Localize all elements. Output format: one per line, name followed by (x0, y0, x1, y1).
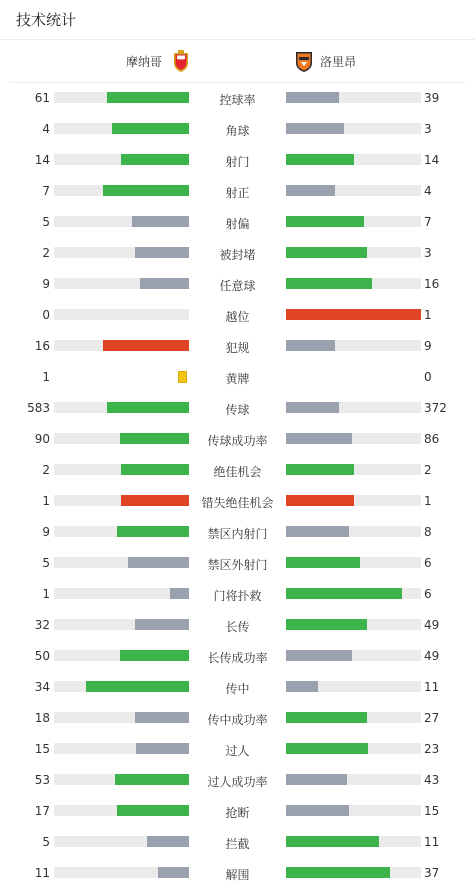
home-bar-track (54, 588, 189, 599)
away-stat-value: 11 (424, 680, 440, 694)
home-bar-track (54, 557, 189, 568)
away-bar-fill (286, 340, 335, 351)
away-stat-value: 15 (424, 804, 440, 818)
away-bar-track (286, 526, 421, 537)
home-stat-value: 1 (42, 370, 50, 384)
away-bar-fill (286, 154, 354, 165)
home-bar-fill (120, 650, 189, 661)
away-bar-track (286, 557, 421, 568)
away-bar-track (286, 309, 421, 320)
home-bar-fill (107, 402, 189, 413)
stat-row (0, 548, 475, 579)
home-stat-value: 32 (34, 618, 50, 632)
stat-row (0, 827, 475, 858)
away-bar-fill (286, 650, 352, 661)
home-stat-value: 16 (34, 339, 50, 353)
home-bar-fill (135, 712, 189, 723)
away-stat-value: 3 (424, 122, 432, 136)
home-stat-value: 9 (42, 525, 50, 539)
stat-row (0, 455, 475, 486)
stat-row (0, 579, 475, 610)
stat-label: 过人 (225, 744, 250, 758)
home-bar-track (54, 805, 189, 816)
stat-label: 门将扑救 (213, 589, 262, 603)
away-stat-value: 0 (424, 370, 432, 384)
away-stat-value: 16 (424, 277, 440, 291)
stat-label: 长传成功率 (207, 651, 268, 665)
home-bar-track (54, 247, 189, 258)
away-bar-fill (286, 247, 367, 258)
away-team[interactable] (295, 40, 356, 82)
away-bar-track (286, 836, 421, 847)
home-bar-fill (103, 185, 189, 196)
away-bar-track (286, 402, 421, 413)
home-bar-track (54, 216, 189, 227)
away-bar-track (286, 774, 421, 785)
stat-label: 传球 (225, 403, 250, 417)
away-bar-track (286, 619, 421, 630)
home-stat-value: 15 (34, 742, 50, 756)
away-bar-track (286, 712, 421, 723)
away-bar-fill (286, 681, 318, 692)
home-stat-value: 14 (34, 153, 50, 167)
away-stat-value: 37 (424, 866, 440, 880)
away-stat-value: 9 (424, 339, 432, 353)
stat-label: 解围 (225, 868, 250, 882)
stat-label: 任意球 (219, 279, 256, 293)
home-bar-track (54, 526, 189, 537)
home-bar-track (54, 154, 189, 165)
home-bar-track (54, 774, 189, 785)
away-bar-track (286, 805, 421, 816)
home-stat-value: 0 (42, 308, 50, 322)
stat-label: 传中成功率 (207, 713, 268, 727)
away-bar-fill (286, 278, 372, 289)
home-bar-fill (117, 526, 189, 537)
stat-row (0, 796, 475, 827)
away-stat-value: 49 (424, 649, 440, 663)
away-bar-track (286, 433, 421, 444)
home-bar-track (54, 340, 189, 351)
away-stat-value: 49 (424, 618, 440, 632)
home-bar-track (54, 464, 189, 475)
away-bar-fill (286, 309, 421, 320)
away-bar-fill (286, 92, 339, 103)
away-stat-value: 6 (424, 587, 432, 601)
home-bar-fill (136, 743, 189, 754)
away-bar-track (286, 681, 421, 692)
home-bar-track (54, 836, 189, 847)
away-bar-track (286, 185, 421, 196)
home-bar-track (54, 433, 189, 444)
home-bar-fill (112, 123, 189, 134)
away-bar-fill (286, 123, 344, 134)
away-bar-fill (286, 557, 360, 568)
home-stat-value: 1 (42, 587, 50, 601)
away-stat-value: 11 (424, 835, 440, 849)
home-bar-track (54, 743, 189, 754)
away-bar-fill (286, 402, 339, 413)
away-stat-value: 6 (424, 556, 432, 570)
away-bar-fill (286, 743, 368, 754)
stat-label: 射正 (225, 186, 250, 200)
monaco-crest-icon (172, 50, 190, 72)
home-bar-track (54, 402, 189, 413)
away-bar-track (286, 464, 421, 475)
stat-label: 抢断 (225, 806, 250, 820)
away-bar-track (286, 340, 421, 351)
away-bar-fill (286, 712, 367, 723)
away-bar-track (286, 650, 421, 661)
away-stat-value: 8 (424, 525, 432, 539)
home-bar-fill (103, 340, 189, 351)
away-stat-value: 7 (424, 215, 432, 229)
home-bar-track (54, 712, 189, 723)
home-bar-fill (140, 278, 189, 289)
stat-row (0, 641, 475, 672)
stat-label: 禁区内射门 (207, 527, 268, 541)
home-bar-fill (121, 154, 189, 165)
home-bar-track (54, 650, 189, 661)
away-bar-track (286, 123, 421, 134)
stat-label: 被封堵 (219, 248, 256, 262)
stat-row (0, 703, 475, 734)
home-stat-value: 50 (34, 649, 50, 663)
stat-label: 过人成功率 (207, 775, 268, 789)
stat-label: 角球 (225, 124, 250, 138)
stat-label: 传球成功率 (207, 434, 268, 448)
stat-label: 绝佳机会 (213, 465, 262, 479)
stat-label: 黄牌 (225, 372, 250, 386)
stat-label: 拦截 (225, 837, 250, 851)
away-stat-value: 3 (424, 246, 432, 260)
home-bar-fill (135, 247, 189, 258)
away-stat-value: 372 (424, 401, 447, 415)
stat-row (0, 238, 475, 269)
away-bar-track (286, 216, 421, 227)
stat-label: 长传 (225, 620, 250, 634)
home-stat-value: 53 (34, 773, 50, 787)
home-stat-value: 90 (34, 432, 50, 446)
away-bar-fill (286, 836, 379, 847)
home-stat-value: 583 (27, 401, 50, 415)
home-bar-fill (128, 557, 189, 568)
stat-row (0, 145, 475, 176)
home-bar-fill (107, 92, 189, 103)
stat-row (0, 83, 475, 114)
away-stat-value: 1 (424, 308, 432, 322)
home-team-name: 摩纳哥 (126, 54, 163, 69)
away-stat-value: 39 (424, 91, 440, 105)
home-bar-fill (117, 805, 189, 816)
away-bar-track (286, 588, 421, 599)
stat-label: 错失绝佳机会 (201, 496, 274, 510)
away-bar-fill (286, 216, 364, 227)
header (0, 0, 475, 40)
home-stat-value: 5 (42, 835, 50, 849)
stat-row (0, 765, 475, 796)
stat-row (0, 858, 475, 889)
home-stat-value: 7 (42, 184, 50, 198)
away-bar-fill (286, 433, 352, 444)
home-stat-value: 2 (42, 246, 50, 260)
away-stat-value: 14 (424, 153, 440, 167)
home-bar-fill (121, 464, 189, 475)
stat-label: 传中 (225, 682, 250, 696)
home-bar-fill (121, 495, 189, 506)
stat-row (0, 424, 475, 455)
home-stat-value: 9 (42, 277, 50, 291)
away-bar-fill (286, 774, 347, 785)
stat-label: 犯规 (225, 341, 250, 355)
home-bar-fill (86, 681, 189, 692)
away-bar-fill (286, 867, 390, 878)
home-bar-fill (135, 619, 189, 630)
stat-label: 控球率 (219, 93, 256, 107)
stat-row (0, 114, 475, 145)
home-bar-fill (170, 588, 189, 599)
home-bar-track (54, 619, 189, 630)
home-stat-value: 5 (42, 215, 50, 229)
stat-row (0, 362, 475, 393)
away-bar-track (286, 92, 421, 103)
home-bar-track (54, 278, 189, 289)
home-stat-value: 4 (42, 122, 50, 136)
home-bar-fill (115, 774, 189, 785)
away-stat-value: 27 (424, 711, 440, 725)
stat-row (0, 610, 475, 641)
stat-label: 射偏 (225, 217, 250, 231)
yellow-card-icon (178, 371, 187, 383)
away-stat-value: 1 (424, 494, 432, 508)
page-title: 技术统计 (16, 11, 77, 29)
stat-row (0, 176, 475, 207)
away-bar-track (286, 867, 421, 878)
away-bar-track (286, 278, 421, 289)
home-bar-track (54, 92, 189, 103)
home-bar-track (54, 123, 189, 134)
home-stat-value: 17 (34, 804, 50, 818)
away-bar-fill (286, 495, 354, 506)
home-bar-track (54, 309, 189, 320)
home-stat-value: 2 (42, 463, 50, 477)
stat-row (0, 300, 475, 331)
away-bar-track (286, 495, 421, 506)
home-stat-value: 1 (42, 494, 50, 508)
home-stat-value: 61 (34, 91, 50, 105)
home-bar-fill (158, 867, 189, 878)
home-stat-value: 18 (34, 711, 50, 725)
stat-row (0, 517, 475, 548)
home-bar-track (54, 867, 189, 878)
away-stat-value: 2 (424, 463, 432, 477)
away-stat-value: 23 (424, 742, 440, 756)
home-stat-value: 5 (42, 556, 50, 570)
stat-row (0, 207, 475, 238)
away-bar-track (286, 743, 421, 754)
away-stat-value: 43 (424, 773, 440, 787)
home-team[interactable] (126, 40, 190, 82)
home-bar-track (54, 185, 189, 196)
stat-label: 禁区外射门 (207, 558, 268, 572)
lorient-crest-icon (295, 50, 313, 72)
stat-row (0, 734, 475, 765)
home-bar-fill (132, 216, 189, 227)
home-bar-track (54, 495, 189, 506)
stat-row (0, 393, 475, 424)
away-stat-value: 86 (424, 432, 440, 446)
away-bar-fill (286, 464, 354, 475)
stat-row (0, 269, 475, 300)
away-bar-fill (286, 588, 402, 599)
away-bar-track (286, 247, 421, 258)
home-stat-value: 11 (34, 866, 50, 880)
away-bar-track (286, 154, 421, 165)
stat-row (0, 486, 475, 517)
away-bar-fill (286, 619, 367, 630)
teams-header (10, 40, 465, 83)
home-bar-fill (147, 836, 189, 847)
stat-label: 射门 (225, 155, 250, 169)
home-bar-fill (120, 433, 189, 444)
home-stat-value: 34 (34, 680, 50, 694)
away-stat-value: 4 (424, 184, 432, 198)
away-team-name: 洛里昂 (320, 54, 357, 69)
stat-row (0, 672, 475, 703)
away-bar-fill (286, 526, 349, 537)
stat-row (0, 331, 475, 362)
away-bar-fill (286, 805, 349, 816)
stat-label: 越位 (225, 310, 250, 324)
away-bar-fill (286, 185, 335, 196)
home-bar-track (54, 681, 189, 692)
